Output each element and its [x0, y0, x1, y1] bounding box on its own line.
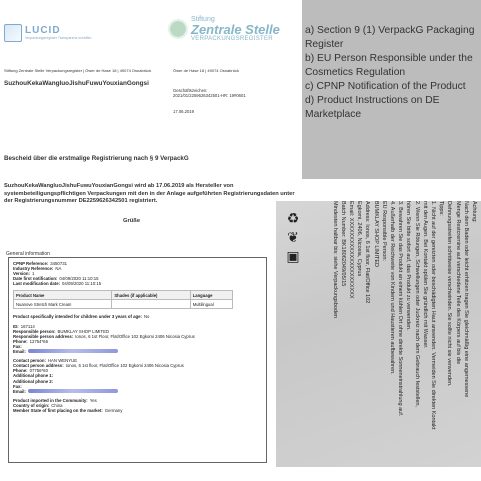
responsible-person-value: BUMKLAY SHOP LIMITED: [57, 328, 110, 334]
responsible-person-label: Responsible person:: [13, 328, 56, 334]
label-line: Tipps:: [438, 201, 445, 216]
language-header: Language: [190, 291, 232, 300]
label-text: [312, 201, 478, 467]
email-label: Email:: [13, 349, 26, 355]
label-line: Egkomi, 2406, Nicosia, Cyprus: [356, 201, 363, 277]
label-line: 3. Bewahren Sie das Produkt an einem kühlen Ort ohne direkte Sonneneinstrahlung auf.: [397, 201, 404, 417]
letter-date: 17.06.2019: [173, 109, 194, 115]
label-line: Mindesten haltbar bis: siehe Verpackungsboden: [331, 201, 338, 319]
office-address: Öwer de Hase 18 | 49074 Osnabrück: [173, 68, 239, 73]
children-value: No: [143, 314, 150, 320]
shades-cell: [112, 300, 190, 309]
member-state-label: Member State of first placing on the market:: [13, 407, 103, 413]
zsvr-sub: VERPACKUNGSREGISTER: [191, 36, 273, 42]
label-line: 4. Außerhalb der Reichweite von Kindern und Haustieren aufbewahren.: [388, 201, 395, 375]
zsvr-main: Zentrale Stelle: [191, 22, 280, 37]
reference-block: [173, 88, 246, 115]
contact-fax-label: Fax:: [13, 383, 22, 389]
label-line: Dehnungsstreifen schrittweise verschwinden. Sie sollte nicht sie verwenden.: [446, 201, 453, 387]
label-line: EU Responsible Person:: [380, 201, 387, 261]
requirement-item: b) EU Person Responsible under the Cosmetics Regulation: [305, 53, 473, 78]
imported-label: Product imported in the Community:: [13, 397, 88, 403]
zsvr-logo-mark: [168, 19, 188, 39]
last-modification-label: Last modification date:: [13, 281, 61, 287]
industry-ref-label: Industry Reference:: [13, 266, 54, 272]
responsible-address-label: Responsible person address:: [13, 333, 74, 339]
general-information-title: General information: [6, 251, 50, 257]
origin-value: China: [51, 402, 63, 408]
letter-subject: Bescheid über die erstmalige Registrierung nach § 9 VerpackG: [4, 155, 189, 162]
requirements-list: [305, 24, 477, 122]
label-line: mit den Augen. Bei Kontakt spülen Sie gründlich mit Wasser.: [421, 201, 428, 349]
imported-value: Yes: [89, 397, 97, 403]
version-value: 1: [31, 271, 35, 277]
additional-phone-1-label: Additional phone 1:: [13, 373, 54, 379]
label-line: hören Sie bitte sofort auf, das Produkt zu verwenden.: [405, 201, 412, 331]
product-table: [13, 290, 233, 309]
responsible-address-value: Ionos, 6 1st Floor, Flat/Office 102 Egkomi 2406 Nicosia Cyprus: [75, 333, 195, 339]
member-state-value: Germany: [104, 407, 123, 413]
industry-ref-value: NA: [55, 266, 62, 272]
lucid-logo: [4, 24, 91, 42]
id-label: ID:: [13, 323, 19, 329]
label-line: Achtung:: [471, 201, 477, 223]
lucid-name: LUCID: [25, 24, 61, 36]
fax-label: Fax:: [13, 343, 22, 349]
children-label: Product specifically intended for children under 3 years of age:: [13, 314, 142, 320]
language-cell: Multilingual: [190, 300, 232, 309]
reference-number: 2021/01/2259626342501-HR: 19#0601: [173, 93, 246, 99]
cpnp-notification-box: [8, 257, 267, 463]
contact-phone-value: 07756*60: [29, 368, 48, 374]
contact-address-value: Ionos, 6 1st floor, Flat/Office 102 Egkomi 2406 Nicosia Cyprus: [65, 363, 184, 369]
first-notification-label: Date first notification:: [13, 276, 58, 282]
product-name-header: Product Name: [14, 291, 112, 300]
label-line: 1. Nicht auf der gereizten oder beschädigten Haut anwenden. Vermeiden Sie direkten Kontakt: [429, 201, 436, 430]
lucid-logo-mark: [4, 24, 22, 42]
label-line: 2. Wenn Sie Rötungen, Schwellungen oder Juckreiz nach dem Gebrauch feststellen,: [413, 201, 420, 407]
reference-label: Geschäftszeichen:: [173, 88, 208, 93]
origin-label: Country of origin:: [13, 402, 50, 408]
first-notification-value: 04/09/2020 11:10:15: [59, 276, 99, 282]
zsvr-top: Stiftung: [191, 16, 215, 23]
label-line: BUMKLAY SHOP LIMITED: [372, 201, 379, 268]
requirement-item: d) Product Instructions on DE Marketplace: [305, 95, 440, 120]
label-line: Nach dem Baden oder leicht erhitzen tragen Sie gleichmäßig eine angemessene: [462, 201, 469, 398]
sender-line: Stiftung Zentrale Stelle Verpackungsregister | Öwer de Hase 18 | 49074 Osnabrück: [4, 68, 152, 73]
requirement-item: c) CPNP Notification of the Product: [305, 81, 466, 92]
label-line: Batch Number: BK18062049/05/15: [339, 201, 346, 287]
redacted-email: [28, 349, 118, 353]
contact-person-label: Contact person:: [13, 358, 46, 364]
cpnp-ref-value: 3450731: [50, 261, 67, 266]
version-label: Version:: [13, 271, 30, 277]
redacted-contact-email: [28, 389, 118, 393]
additional-phone-2-label: Additional phone 2:: [13, 378, 54, 384]
id-value: 167114: [20, 323, 35, 329]
lucid-sub: Verpackungsregister Transparenz schaffen: [25, 35, 92, 40]
product-label-photo: [276, 201, 481, 467]
phone-value: 12754*66: [29, 338, 48, 344]
square-mark-icon: ▣: [286, 248, 300, 264]
label-line: Address: Ionos, 6 1st floor, Flat/Office 102: [364, 201, 371, 304]
product-name-cell: Nuanove Stretch Mark Cream: [14, 300, 112, 309]
contact-address-label: Contact person address:: [13, 363, 64, 369]
label-line: Email: XXXXXXXXXXXXXXXXXXXXXX: [347, 201, 354, 299]
cpnp-ref-label: CPNP Reference:: [13, 261, 49, 266]
contact-phone-label: Phone:: [13, 368, 28, 374]
label-icons: [278, 211, 308, 267]
last-modification-value: 04/09/2020 11:10:15: [62, 281, 102, 287]
recycle-icon: ♻: [286, 210, 300, 226]
zsvr-logo: [168, 16, 280, 42]
label-line: Menge Restcremine auf verschiedene Teile des Körpers auf bis die: [454, 201, 461, 365]
letter-intro: SuzhouKekaWangluoJishuFuwuYouxianGongsi wird ab 17.06.2019 als Hersteller von systembeteiligungspflichtigen Verpackungen mit den in der Anlage aufgeführten Registrierungsdaten unter der Registrierungsnummer DE2259626342501 registriert.: [4, 183, 295, 205]
recipient-name: SuzhouKekaWangluoJishuFuwuYouxianGongsi: [4, 80, 149, 87]
contact-person-value: HAN WENYUE: [47, 358, 78, 364]
requirement-item: a) Section 9 (1) VerpackG Packaging Register: [305, 25, 475, 50]
phone-label: Phone:: [13, 338, 28, 344]
letter-closing: Grüße: [123, 218, 141, 224]
contact-email-label: Email:: [13, 388, 26, 394]
shades-header: Shades (if applicable): [112, 291, 190, 300]
leaf-icon: ❦: [287, 229, 299, 245]
